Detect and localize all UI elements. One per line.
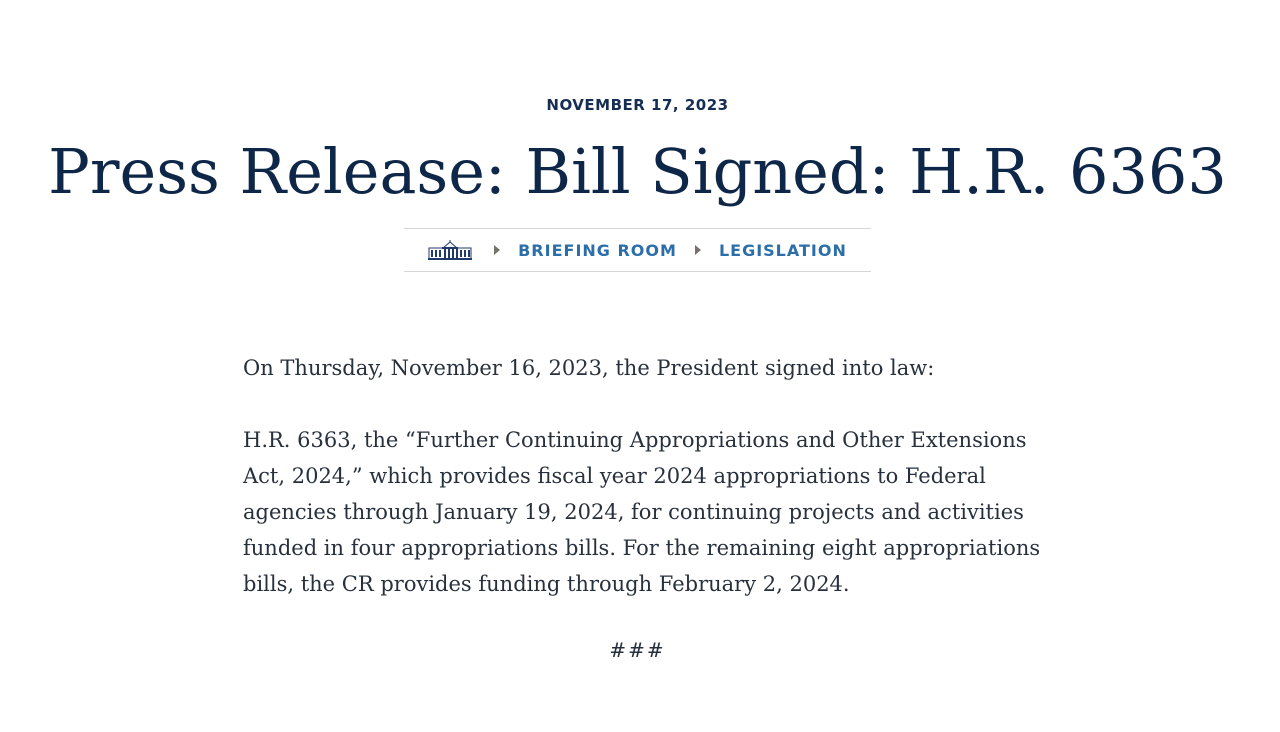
article-date: NOVEMBER 17, 2023	[546, 96, 729, 114]
end-mark: ###	[609, 638, 666, 662]
chevron-right-icon	[695, 245, 701, 255]
page-title: Press Release: Bill Signed: H.R. 6363	[48, 135, 1227, 208]
chevron-right-icon	[494, 245, 500, 255]
breadcrumb-briefing-room[interactable]: BRIEFING ROOM	[518, 240, 677, 260]
white-house-icon[interactable]	[428, 239, 472, 261]
breadcrumb	[404, 228, 871, 272]
body-paragraph: H.R. 6363, the “Further Continuing Appropriations and Other Extensions Act, 2024,” which provides fiscal year 2024 appropriations to Federal agencies through January 19, 2024, for continuing projects and activities funded in four appropriations bills. For the remaining eight appropriations bills, the CR provides funding through February 2, 2024.	[243, 428, 1041, 596]
breadcrumb-legislation[interactable]: LEGISLATION	[718, 240, 847, 260]
body-paragraph: On Thursday, November 16, 2023, the President signed into law:	[243, 356, 935, 380]
